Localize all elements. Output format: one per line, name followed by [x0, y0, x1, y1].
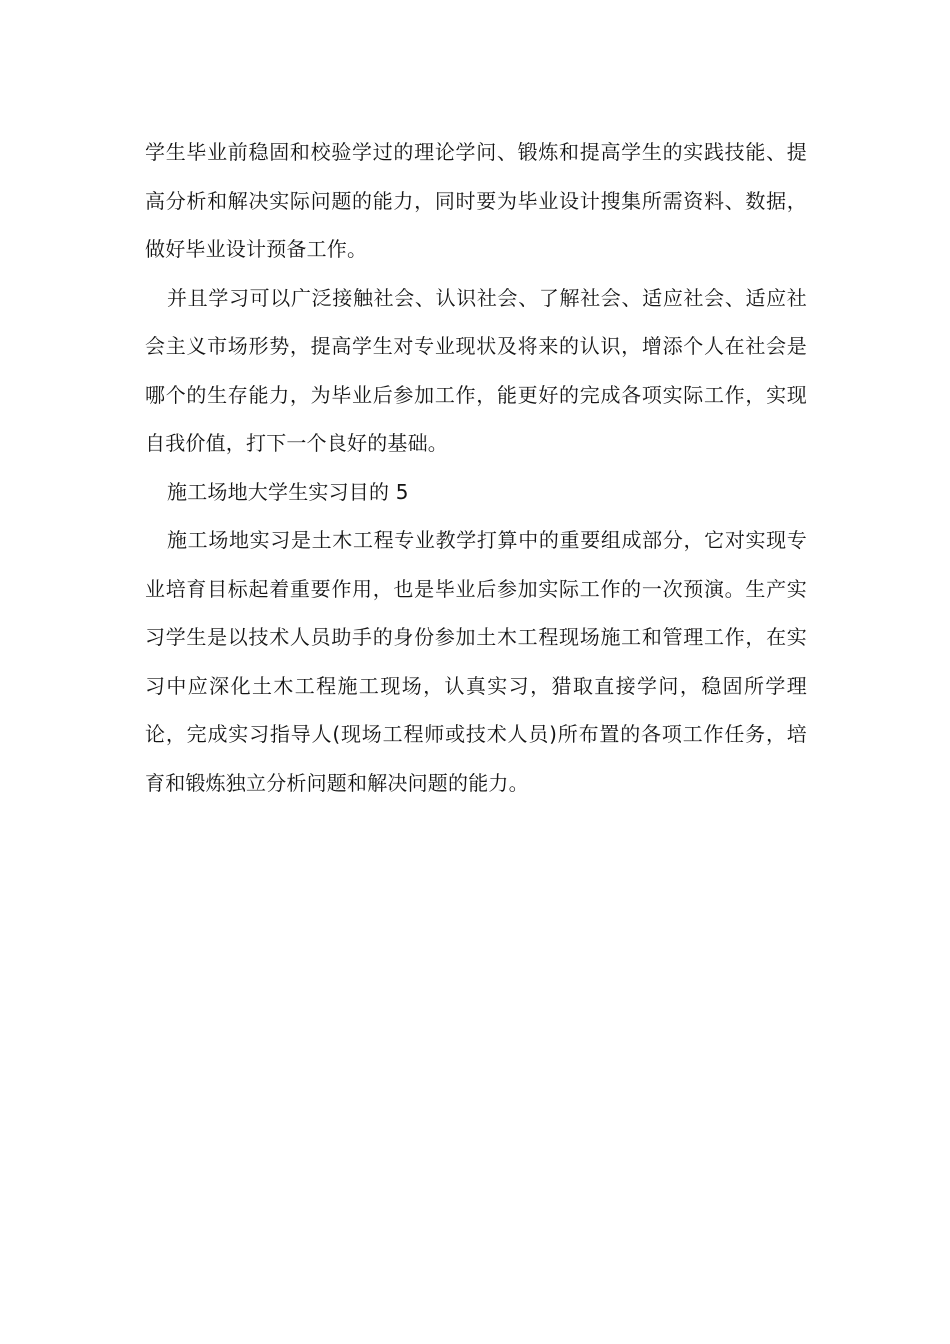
section-heading: 施工场地大学生实习目的 5	[167, 479, 409, 504]
document-body	[145, 128, 807, 807]
paragraph-2: 并且学习可以广泛接触社会、认识社会、了解社会、适应社会、适应社会主义市场形势，提高学生对专业现状及将来的认识，增添个人在社会是哪个的生存能力，为毕业后参加工作，能更好的完成各项实际工作，实现自我价值，打下一个良好的基础。	[145, 285, 807, 455]
paragraph-1: 学生毕业前稳固和校验学过的理论学问、锻炼和提高学生的实践技能、提高分析和解决实际问题的能力，同时要为毕业设计搜集所需资料、数据，做好毕业设计预备工作。	[145, 140, 807, 261]
paragraph-3: 施工场地实习是土木工程专业教学打算中的重要组成部分，它对实现专业培育目标起着重要作用，也是毕业后参加实际工作的一次预演。生产实习学生是以技术人员助手的身份参加土木工程现场施工和管理工作，在实习中应深化土木工程施工现场，认真实习，猎取直接学问，稳固所学理论，完成实习指导人(现场工程师或技术人员)所布置的各项工作任务，培育和锻炼独立分析问题和解决问题的能力。	[145, 528, 807, 795]
